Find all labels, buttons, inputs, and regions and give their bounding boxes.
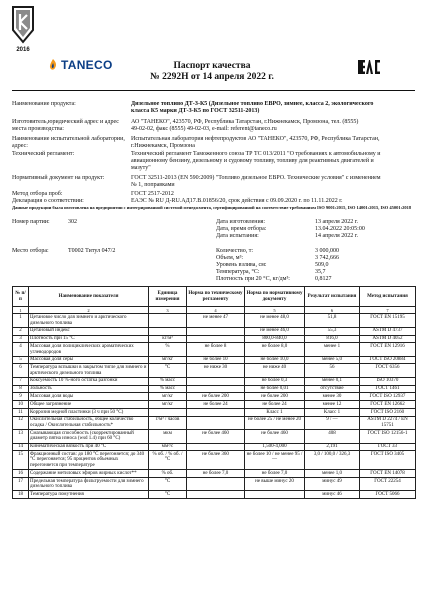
cell-method: ГОСТ ISO 3405 (360, 451, 416, 470)
header-document-norm: Норма по нормативному документу (245, 287, 305, 307)
sampling-datetime-label: Дата, время отбора: (216, 226, 267, 232)
cell-unit: г/м³ / часов (149, 416, 187, 429)
table-row (13, 377, 416, 385)
field-value-product-line2: класса К5 марки ДТ-З-К5 по ГОСТ 32511-2013) (131, 108, 260, 114)
cell-document-norm (245, 491, 305, 499)
table-row (13, 393, 416, 401)
volume-value: 3 742,666 (315, 255, 339, 261)
cell-unit: °С (149, 364, 187, 377)
density-value: 0,8127 (315, 276, 332, 282)
cell-indicator: Цетановый индекс (29, 327, 149, 335)
cell-index: 1 (13, 314, 29, 327)
cell-unit: °С (149, 478, 187, 491)
table-row (13, 478, 416, 491)
cell-method: ISO 10370 (360, 377, 416, 385)
cell-method: ГОСТ 6356 (360, 364, 416, 377)
cell-result: 9 / — (305, 416, 360, 429)
cell-regulation-norm (187, 416, 245, 429)
cell-method: ГОСТ EN 15195 (360, 314, 416, 327)
cell-index: 15 (13, 451, 29, 470)
cell-index: 4 (13, 343, 29, 356)
level-label: Уровень взлива, см: (216, 262, 267, 268)
field-value-regulation-line1: Технический регламент Таможенного союза ТР ТС 013/2011 "О требованиях к автомобильному и (131, 151, 381, 157)
table-column-numbers-row (13, 307, 416, 314)
cell-method: ГОСТ ISO 20884 (360, 356, 416, 364)
field-value-manufacturer-line1: АО "ТАНЕКО", 423570, РФ, Республика Татарстан, г.Нижнекамск, Промзона, тел. (8555) (131, 119, 359, 125)
batch-number-label: Номер партии: (12, 219, 50, 225)
header-indicator: Наименование показателя (29, 287, 149, 307)
cell-indicator: Зольность (29, 385, 149, 393)
cell-unit: % об. (149, 470, 187, 478)
cell-indicator: Общее загрязнение (29, 401, 149, 409)
field-value-laboratory-line2: г.Нижнекамск, Промзона (131, 143, 195, 149)
cell-result: 2,191 (305, 443, 360, 451)
sampling-place-label: Место отбора: (12, 248, 49, 254)
field-value-manufacturer-line2: 49-02-02, факс (8555) 49-02-03, e-mail: referent@taneco.ru (131, 126, 277, 132)
cell-indicator: Коксуемость 10 %-ного остатка разгонки (29, 377, 149, 385)
table-row (13, 443, 416, 451)
quantity-label: Количество, т: (216, 248, 254, 254)
cell-index: 3 (13, 335, 29, 343)
cell-result: 56 (305, 364, 360, 377)
table-row (13, 491, 416, 499)
cell-indicator: Температура помутнения (29, 491, 149, 499)
cell-document-norm: Класс 1 (245, 408, 305, 416)
cell-index: 10 (13, 401, 29, 409)
cell-result: менее 0,1 (305, 377, 360, 385)
cell-unit (149, 408, 187, 416)
cell-indicator: Коррозия медной пластинки (3 ч при 50 °С) (29, 408, 149, 416)
cell-document-norm: не более 7,0 (245, 470, 305, 478)
table-row (13, 408, 416, 416)
table-row (13, 335, 416, 343)
cell-indicator: Массовая доля полициклических ароматических углеводородов (29, 343, 149, 356)
cell-method: ГОСТ 33 (360, 443, 416, 451)
cell-document-norm: 1,500-4,000 (245, 443, 305, 451)
table-row (13, 327, 416, 335)
table-row (13, 470, 416, 478)
cell-regulation-norm: не более 360 (187, 451, 245, 470)
temperature-label: Температура, °С: (216, 269, 260, 275)
cell-method: ГОСТ 1461 (360, 385, 416, 393)
document-number: № 2292Н от 14 апреля 2022 г. (150, 72, 274, 82)
cell-result: Класс 1 (305, 408, 360, 416)
cell-method: ГОСТ EN 12662 (360, 401, 416, 409)
document-title: Паспорт качества (173, 61, 251, 71)
cell-indicator: Массовая доля серы (29, 356, 149, 364)
cell-regulation-norm (187, 478, 245, 491)
header-unit: Единица измерения (149, 287, 187, 307)
cell-method: ГОСТ EN 12916 (360, 343, 416, 356)
cell-result: менее 1,0 (305, 470, 360, 478)
cell-document-norm: не более 460 (245, 430, 305, 443)
field-value-regulation-line2: авиационному бензину, дизельному и судовому топливу, топливу для реактивных двигателей и (131, 158, 374, 164)
field-value-declaration: ЕАЭС № RU Д-RU.АД17.В.01856/20, срок действия с 09.09.2020 г. по 11.11.2022 г. (131, 198, 343, 204)
cell-index: 5 (13, 356, 29, 364)
cell-method: ASTM D 4737 (360, 327, 416, 335)
cell-regulation-norm: не ниже 30 (187, 364, 245, 377)
field-label-sampling-method: Метод отбора проб: (12, 191, 63, 197)
field-label-manufacturer: Изготовитель,юридический адрес и адрес места производства: (12, 119, 119, 132)
cell-index: 16 (13, 470, 29, 478)
cell-indicator: Кинематическая вязкость при 40 °С (29, 443, 149, 451)
column-number: 6 (305, 307, 360, 314)
field-value-sampling-method: ГОСТ 2517-2012 (131, 191, 174, 197)
cell-index: 11 (13, 408, 29, 416)
cell-document-norm: не выше минус 20 (245, 478, 305, 491)
cell-unit: мкм (149, 430, 187, 443)
sampling-datetime-value: 13.04.2022 20:05:00 (315, 226, 365, 232)
header-method: Метод испытания (360, 287, 416, 307)
cell-result: 408 (305, 430, 360, 443)
field-value-laboratory-line1: Испытательная лаборатория нефтепродуктов АО "ТАНЕКО", 423570, РФ, Республика Татарстан, (131, 136, 380, 142)
cell-unit: мм²/с (149, 443, 187, 451)
column-number: 3 (149, 307, 187, 314)
cell-unit: мг/кг (149, 401, 187, 409)
cell-index: 9 (13, 393, 29, 401)
field-value-normative-doc-line1: ГОСТ 32511-2013 (EN 590:2009) "Топливо дизельное ЕВРО. Технические условия" с изменением (131, 175, 381, 181)
cell-result: менее 30 (305, 393, 360, 401)
header-divider (12, 90, 415, 91)
cell-regulation-norm: не более 200 (187, 393, 245, 401)
cell-document-norm: не более 10 / не менее 95 / — (245, 451, 305, 470)
cell-regulation-norm (187, 443, 245, 451)
cell-unit: °С (149, 491, 187, 499)
table-row (13, 401, 416, 409)
cell-regulation-norm (187, 335, 245, 343)
cell-method: ГОСТ ISO 12937 (360, 393, 416, 401)
cell-result: менее 1 (305, 343, 360, 356)
cell-index: 18 (13, 491, 29, 499)
cell-unit: % масс (149, 385, 187, 393)
cell-regulation-norm (187, 385, 245, 393)
cell-index: 14 (13, 443, 29, 451)
cell-document-norm: не более 0,01 (245, 385, 305, 393)
cell-result: отсутствие (305, 385, 360, 393)
specification-table (12, 286, 416, 499)
cell-index: 12 (13, 416, 29, 429)
cell-document-norm: 800,0-840,0 (245, 335, 305, 343)
cell-unit: мг/кг (149, 393, 187, 401)
cell-indicator: Плотность при 15 °С (29, 335, 149, 343)
quantity-value: 3 000,000 (315, 248, 339, 254)
table-row (13, 364, 416, 377)
quality-award-logo-icon (10, 6, 36, 44)
cell-method: ASTM D 4052 (360, 335, 416, 343)
field-value-product-line1: Дизельное топливо ДТ-З-К5 (Дизельное топливо ЕВРО, зимнее, класса 2, экологического (131, 101, 374, 107)
cell-result: 51,8 (305, 314, 360, 327)
header-index: № п/п (13, 287, 29, 307)
test-date-value: 14 апреля 2022 г. (315, 233, 358, 239)
cell-method: ГОСТ 22254 (360, 478, 416, 491)
cell-method: ГОСТ ISO 12156-1 (360, 430, 416, 443)
cell-document-norm: не более 24 (245, 401, 305, 409)
table-row (13, 430, 416, 443)
cell-document-norm: не более 8,0 (245, 343, 305, 356)
cell-unit: % масс (149, 377, 187, 385)
batch-number-value: 302 (68, 219, 77, 225)
cell-result: 816,0 (305, 335, 360, 343)
cell-regulation-norm (187, 408, 245, 416)
cell-unit: % об. / % об. / °С (149, 451, 187, 470)
cell-index: 13 (13, 430, 29, 443)
field-label-declaration: Декларация о соответствии: (12, 198, 84, 204)
cell-indicator: Цетановое число для зимнего и арктического дизельного топлива (29, 314, 149, 327)
column-number: 2 (29, 307, 149, 314)
cell-regulation-norm: не более 10 (187, 356, 245, 364)
table-row (13, 343, 416, 356)
cell-index: 6 (13, 364, 29, 377)
logo-year: 2016 (16, 47, 30, 53)
cell-regulation-norm: не более 460 (187, 430, 245, 443)
cell-index: 17 (13, 478, 29, 491)
cell-indicator: Окислительная стабильность, общее количество осадка / Окислительная стабильность* (29, 416, 149, 429)
column-number: 5 (245, 307, 305, 314)
cell-document-norm: не ниже 40 (245, 364, 305, 377)
cell-indicator: Температура вспышки в закрытом тигле для зимнего и арктического дизельного топлива (29, 364, 149, 377)
field-value-normative-doc-line2: № 1, поправками (131, 182, 175, 188)
cell-document-norm: не менее 48,0 (245, 314, 305, 327)
cell-method: ASTM D 2274 / EN 15751 (360, 416, 416, 429)
cell-regulation-norm: не более 7,0 (187, 470, 245, 478)
volume-label: Объем, м³: (216, 255, 244, 261)
cell-unit: кг/м³ (149, 335, 187, 343)
cell-unit (149, 327, 187, 335)
cell-method: ГОСТ EN 14078 (360, 470, 416, 478)
cell-unit (149, 314, 187, 327)
cell-regulation-norm: не более 24 (187, 401, 245, 409)
cell-result: 3,0 / 100,0 / 326,3 (305, 451, 360, 470)
header-result: Результат испытания (305, 287, 360, 307)
field-label-laboratory: Наименование испытательной лаборатории, адрес: (12, 136, 125, 149)
density-label: Плотность при 20 °С, кг/дм³: (216, 276, 290, 282)
field-value-regulation-line3: мазуту" (131, 165, 151, 171)
cell-result: менее 5,0 (305, 356, 360, 364)
cell-document-norm: не более 25 / не менее 20 (245, 416, 305, 429)
cell-regulation-norm: не менее 47 (187, 314, 245, 327)
cell-index: 8 (13, 385, 29, 393)
cell-indicator: Предельная температура фильтруемости для зимнего дизельного топлива (29, 478, 149, 491)
cell-unit: мг/кг (149, 356, 187, 364)
column-number: 7 (360, 307, 416, 314)
column-number: 4 (187, 307, 245, 314)
cell-index: 7 (13, 377, 29, 385)
sampling-place-value: Т0002 Титул 047/2 (68, 248, 116, 254)
cell-method: ГОСТ ISO 2160 (360, 408, 416, 416)
cell-result: минус 46 (305, 491, 360, 499)
company-logo-text: TANECO (61, 58, 113, 72)
cell-method: ГОСТ 5066 (360, 491, 416, 499)
field-label-normative-doc: Нормативный документ на продукт: (12, 175, 105, 181)
cell-indicator: Массовая доля воды (29, 393, 149, 401)
iso-certification-notice: Данные продукции была изготовлена на предприятии с интегрированной системой менеджмента, сертифицированной на соответствие требованиям ISO 9001:2015, ISO 14001:2015, ISO 45001:2018 (12, 205, 412, 210)
table-row (13, 385, 416, 393)
cell-result: минус 49 (305, 478, 360, 491)
table-row (13, 451, 416, 470)
cell-indicator: Содержание метиловых эфиров жирных кислот** (29, 470, 149, 478)
table-row (13, 416, 416, 429)
column-number: 1 (13, 307, 29, 314)
cell-result: менее 12 (305, 401, 360, 409)
table-header-row (13, 287, 416, 307)
table-row (13, 314, 416, 327)
cell-regulation-norm (187, 327, 245, 335)
cell-document-norm: не менее 46,0 (245, 327, 305, 335)
header-regulation-norm: Норма по техническому регламенту (187, 287, 245, 307)
cell-document-norm: не более 200 (245, 393, 305, 401)
cell-regulation-norm (187, 377, 245, 385)
cell-unit: % (149, 343, 187, 356)
cell-indicator: Фракционный состав: до 180 °С перегоняется; до 340 °С перегоняется; 95 процентов объемных перегоняется при температуре (29, 451, 149, 470)
field-label-regulation: Технический регламент: (12, 151, 75, 157)
test-date-label: Дата испытания: (216, 233, 259, 239)
cell-document-norm: не более 10,0 (245, 356, 305, 364)
temperature-value: 35,7 (315, 269, 326, 275)
cell-index: 2 (13, 327, 29, 335)
cell-indicator: Смазывающая способность (скорректированный диаметр пятна износа (wsd 1.4) при 60 °С) (29, 430, 149, 443)
manufacture-date-label: Дата изготовления: (216, 219, 266, 225)
level-value: 509,0 (315, 262, 329, 268)
cell-regulation-norm (187, 491, 245, 499)
table-row (13, 356, 416, 364)
cell-regulation-norm: не более 8 (187, 343, 245, 356)
cell-document-norm: не более 0,3 (245, 377, 305, 385)
cell-result: 55,3 (305, 327, 360, 335)
manufacture-date-value: 13 апреля 2022 г. (315, 219, 358, 225)
field-label-product: Наименование продукта: (12, 101, 76, 107)
